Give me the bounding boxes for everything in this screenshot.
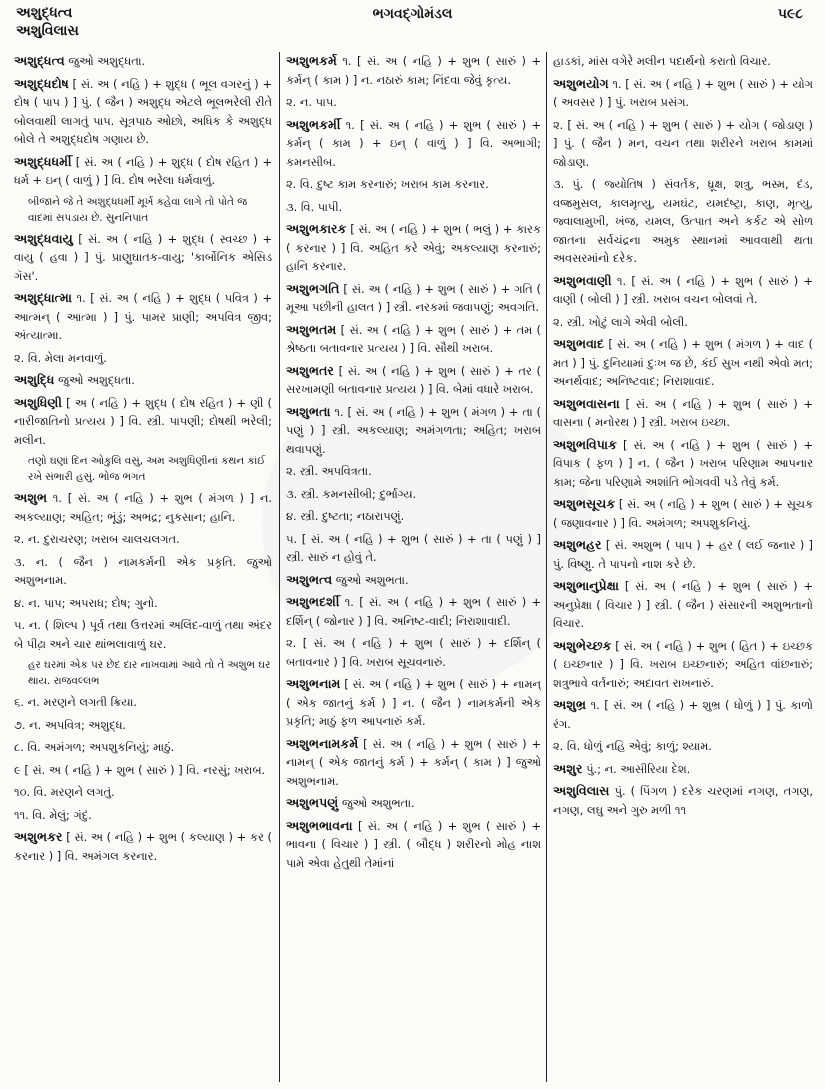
definition-text: [ સં. અ ( નહિ ) + શુદ્ધ ( સ્વચ્છ ) + વાયુ ( હવા ) ] પું. પ્રાણુઘાતક-વાયુ; 'કાર્બોનિક એસિડ ગૅસ'. [14,231,272,283]
definition-text: જુઓ અશુભતા. [332,572,409,587]
headword: અશુદ્ધવાયુ [14,230,73,246]
dictionary-entry [553,335,813,391]
sense-line [286,485,541,504]
definition-text: ૧. [ સં. અ ( નહિ ) + શુભ ( સારું ) + વાણી ( બોલી ) ] સ્ત્રી. ખરાબ વચન બોલવાં તે. [553,273,813,306]
definition-text: ૨. વિ. ધોળું નહિ એવું; કાળું; શ્યામ. [553,739,712,753]
definition-text: ૧. [ સં. અ ( નહિ ) + શુભ ( સારું ) + કર્મન્ ( કામ ) ] ન. નઠારું કામ; નિંદવા જેવું કૃત્ય. [286,54,541,87]
dictionary-entry [553,495,813,532]
definition-text: ૫. [ સં. અ ( નહિ ) + શુભ ( સારું ) + તા ( પણું ) ] સ્ત્રી. સારું ન હોવું તે. [286,531,541,564]
headword: અશુભ્ર [553,697,587,712]
definition-text: [ સં. અ ( નહિ ) + શુભ ( સારું ) + નામન્ ( એક જાતનું કર્મ ) + કર્મન્ ( કામ ) ] જુઓ અશુભનામ. [286,736,541,788]
definition-text: [ સં. અ ( નહિ ) + શુભ ( સારું ) + નામન્ ( એક જાતનું કર્મ ) ] ન. ( જૈન ) નામકર્મની એક પ્રકૃતિ; માઠું ફળ આપનારું કર્મ. [286,677,541,728]
headword: અશુભવિપાક [553,436,617,452]
headword: અશુભકર્મી [286,116,341,132]
definition-text: [ સં. અ ( નહિ ) + શુભ ( સારું ) + તર ( સરખામણી બતાવનાર પ્રત્યય ) ] વિ. બેમાં વધારે ખરાબ. [286,363,541,396]
definition-text: ૪. સ્ત્રી. દુષ્ટતા; નઠારાપણું. [286,509,405,523]
dictionary-entry [286,116,541,172]
dictionary-entry [286,362,541,399]
headword: અશુદ્ધદોષ [14,75,69,91]
sense-line [553,116,813,172]
definition-text: ૨. વિ. દુષ્ટ કામ કરનારું; ખરાબ કામ કરનાર. [286,177,489,191]
definition-text: ૧૧. વિ. મેલું; ગંદું. [14,807,92,822]
definition-text: ૧. [ સં. અ ( નહિ ) + શુભ ( સારું ) + કર્મન્ ( કામ ) + ઇન્ ( વાળું ) ] વિ. અભાગી; કમનસીબ. [286,117,541,169]
definition-text: ૩. ન. ( જૈન ) નામકર્મની એક પ્રકૃતિ. જુઓ અશુભનામ. [14,554,272,587]
definition-text: ૭. ન. અપવિત્ર; અશુદ્ધ. [14,717,127,732]
definition-text: [ અ ( નહિ ) + શુદ્ધ ( દોષ રહિત ) + ણી ( નારીજાતિનો પ્રત્યય ) ] વિ. સ્ત્રી. પાપણી; દોષથી ભરેલી; મલીન. [14,395,272,447]
sense-line [14,616,272,653]
definition-text: ૩. સ્ત્રી. કમનસીબી; દુર્ભાગ્ય. [286,486,417,501]
sense-line [14,783,272,802]
dictionary-entry [14,153,272,190]
definition-text: જુઓ અશુદ્ધતા. [54,373,135,387]
definition-text: ૨. ન. પાપ. [286,95,337,109]
headword: અશુભકર [14,829,63,844]
dictionary-entry [553,577,813,633]
dictionary-entry [286,675,541,731]
dictionary-entry [286,817,541,873]
headword: અશુભયોગ [553,75,609,91]
dictionary-entry [286,593,541,630]
definition-text: ૨. સ્ત્રી. અપવિત્રતા. [286,464,372,478]
dictionary-entry [286,280,541,317]
sense-line [14,806,272,825]
definition-text: ૧. [ સં. અ ( નહિ ) + શુભ ( સારું ) + યોગ ( અવસર ) ] પું. ખરાબ પ્રસંગ. [553,76,813,109]
sense-line [286,507,541,526]
dictionary-entry [553,436,813,492]
sense-line [553,175,813,268]
dictionary-entry [553,782,813,819]
headword: અશુભહર [553,537,602,552]
sense-line [14,738,272,757]
sense-line [286,634,541,671]
sense-line [286,175,541,194]
definition-text: [ સં. અ ( નહિ ) + શુભ ( હિત ) + ઇચ્છક ( ઇચ્છનાર ) ] વિ. ખરાબ ઇચ્છનારું; અહિત વાંછનારું; શત્રુભાવે વર્તનારું; અદાવત રાખનારું. [553,638,813,690]
definition-text: ૬. ન. મરણને લગતી ક્રિયા. [14,695,138,709]
page-header [0,0,825,52]
dictionary-entry [286,321,541,358]
dictionary-entry [553,696,813,733]
sense-line [553,737,813,756]
headword: અશુભતર [286,362,334,378]
dictionary-entry [14,828,272,865]
headword: અશુભ [14,490,48,505]
headword: અશુભવાસના [553,395,620,411]
sense-line [286,198,541,217]
definition-text: [ સં. અ ( નહિ ) + શુભ ( સારું ) + વાસના ( મનોરથ ) ] સ્ત્રી. ખરાબ ઇચ્છા. [553,396,813,429]
headword: અશુર [553,760,583,776]
headword: અશુભકારક [286,221,347,236]
dictionary-entry [553,760,813,779]
definition-text: ૨. ન. દુરાચરણ; ખરાબ ચાલચલગત. [14,532,180,546]
citation-quote: તણો ઘણાં દિન ઓકુલિ વસું, અમ અશુધિણીનાં કથન કાંઈ રખે સંભારી હસું. ભોજ ભગત [28,455,266,483]
headword: અશુભાનુપ્રેક્ષા [553,578,619,593]
book-title: ભગવદ્ગોમંડલ [372,6,453,22]
headword: અશુભદર્શી [286,594,340,609]
headword: અશુભનામ [286,676,341,691]
definition-text: [ સં. અ ( નહિ ) + શુભ ( સારું ) + તમ ( શ્રેષ્ઠતા બતાવનાર પ્રત્યય ) ] વિ. સૌથી ખરાબ. [286,322,541,355]
definition-text: [ સં. અ ( નહિ ) + શુદ્ધ ( દોષ રહિત ) + ધર્મ + ઇન્ ( વાળું ) ] વિ. દોષ ભરેલા ધર્મવાળું. [14,154,272,187]
headword: અશુધિણી [14,394,62,410]
dictionary-entry [286,571,541,590]
dictionary-entry [286,220,541,276]
column-1 [14,52,272,1082]
definition-text: ૨. [ સં. અ ( નહિ ) + શુભ ( સારું ) + દર્શિન્ ( બતાવનાર ) ] વિ. ખરાબ સૂચવનારું. [286,636,541,669]
citation-quote: હર ઘરમાં એક પર છેદ દાર નાખવામાં આવે તો તે અશુભ ઘર થાય. રાજવલ્લભ [28,659,271,687]
sense-line [14,349,272,368]
headword: અશુભભાવના [286,817,353,833]
dictionary-entry [286,735,541,791]
dictionary-entry [286,403,541,459]
headword: અશુભવાદ [553,336,605,351]
definition-text: જુઓ અશુદ્ધતા. [64,54,146,68]
definition-text: ૫. ન. ( શિલ્પ ) પૂર્વ તથા ઉત્તરમાં અલિંદ-વાળું તથા અંદર બે પીઢ઼ા અને ચાર થાંભલાવાળું ઘર. [14,618,272,651]
dictionary-entry [553,395,813,432]
column-divider [279,52,280,1082]
dictionary-entry [286,52,541,89]
headword: અશુભસૂચક [553,496,616,511]
definition-text: [ સં. અ ( નહિ ) + શુભ ( સારું ) + ગતિ ( મૂઆ પછીની હાલત ) ] સ્ત્રી. નરકમાં જવાપણું; અવગતિ. [286,281,541,314]
definition-text: ૨. [ સં. અ ( નહિ ) + શુભ ( સારું ) + યોગ ( જોડાણ ) ] પું. ( જૈન ) મન, વચન તથા શરીરને ખરાબ કામમાં જોડાણ. [553,117,813,169]
sense-line [553,313,813,332]
sense-line [286,530,541,567]
definition-text: [ સં. અ ( નહિ ) + શુભ ( સારું ) + સૂચક ( જણાવનાર ) ] વિ. અમંગળ; અપશુકનિયું. [553,497,813,530]
dictionary-entry [14,394,272,450]
definition-text: [ સં. અ ( નહિ ) + શુભ ( ભલું ) + કારક ( કરનાર ) ] વિ. અહિત કરે એવું; અકલ્યાણ કરનારું; હાનિ કરનાર. [286,222,541,273]
dictionary-entry [14,230,272,286]
dictionary-entry [553,637,813,693]
headword: અશુભત્વ [286,571,333,587]
headword: અશુભગતિ [286,280,340,296]
dictionary-entry [14,489,272,526]
sense-line [14,530,272,549]
definition-text: જુઓ અશુભતા. [338,796,415,810]
column-3 [553,52,813,1082]
headword: અશુભવાણી [553,272,612,288]
definition-text: [ સં. અશુભ ( પાપ ) + હર ( લઈ જનાર ) ] પું. વિષ્ણુ. તે પાપનો નાશ કરે છે. [553,538,813,571]
headword: અશુભનામકર્મ [286,735,359,751]
definition-text: ૩. પું. ( જ્યોતિષ ) સંવર્તક, ધ્રૂક્ષ, શત્રુ, ભસ્મ, દંડ, વજ્રમુસલ, કાલમૃત્યુ, યમઘંટ, યમદંષ્ટ્રા, કાણ, મૃત્યુ, જ્વાલામુખી, ખંજ, યમલ, ઉત્પાત અને કર્કટ એ સોળ જાતના સર્વચંદ્રના અમુક સ્થાનમાં આવવાથી થતા અવસરમાંનો દરેક. [553,177,813,265]
headword: અશુભતા [286,403,331,419]
sense-line [14,693,272,712]
headword: અશુભતમ [286,321,337,337]
headword: અશુદ્ધધર્મી [14,153,72,169]
headword: અશુભેચ્છક [553,637,612,653]
sense-line [14,761,272,780]
sense-line [553,52,813,71]
definition-text: ૧. [ સં. અ ( નહિ ) + શુભ ( સારું ) + દર્શિન્ ( જોનાર ) ] વિ. અનિષ્ટ-વાદી; નિરાશાવાદી. [286,595,541,628]
definition-text: ૧. [ સં. અ ( નહિ ) + શુભ્ર ( ધોળું ) ] પું. કાળો રંગ. [553,698,813,731]
definition-text: ૨. સ્ત્રી. ખોટું લાગે એવી બોલી. [553,314,688,329]
column-divider [546,52,547,1082]
dictionary-entry [14,289,272,345]
definition-text: ૯ [ સં. અ ( નહિ ) + શુભ ( સારું ) ] વિ. નરસું; ખરાબ. [14,762,266,777]
guide-word-last: અશુવિલાસ [16,23,79,39]
guide-word-first: અશુદ્ધત્વ [16,5,73,21]
definition-text: [ સં. અ ( નહિ ) + શુભ ( સારું ) + ભાવના ( વિચાર ) ] સ્ત્રી. ( બૌદ્ધ ) શરીરનો મોહ નાશ પામે એવા હેતુથી તેમાંનાં [286,818,541,870]
definition-text: ૩. વિ. પાપી. [286,199,343,214]
headword: અશુદ્ધત્વ [14,53,65,68]
headword: અશુદ્ધાત્મા [14,290,72,305]
definition-text: ૧. [ સં. અ ( નહિ ) + શુભ ( મંગળ ) + તા ( પણું ) ] સ્ત્રી. અકલ્યાણ; અમંગળતા; અહિત; ખરાબ થવાપણું. [286,404,541,456]
sense-line [286,462,541,481]
definition-text: ૧. [ સં. અ ( નહિ ) + શુભ ( મંગળ ) ] ન. અકલ્યાણ; અહિત; ભૂંડું; અભદ્ર; નુકસાન; હાનિ. [14,491,272,524]
sense-line [14,716,272,735]
dictionary-entry [553,75,813,112]
definition-text: [ સં. અ ( નહિ ) + શુદ્ધ ( ભૂલ વગરનું ) + દોષ ( પાપ ) ] પું. ( જૈન ) અશુદ્ધ એટલે ભૂલભરેલી રીતે બોલવાથી લાગતું પાપ. સૂત્રપાઠ ઓછો, અધિક કે અશુદ્ધ બોલે તે અશુદ્ધદોષ ગણાય છે. [14,76,272,146]
dictionary-entry [14,52,272,71]
headword: અશુદ્ધિ [14,372,55,387]
sense-line [286,93,541,112]
dictionary-entry [14,75,272,149]
definition-text: પું. ( પિંગળ ) દરેક ચરણમાં નગણ, તગણ, નગણ, લઘુ અને ગુરુ મળી ૧૧ [553,784,813,817]
definition-text: ૧૦. વિ. મરણને લગતું. [14,785,115,799]
dictionary-entry [553,536,813,573]
page-number: પ૯૮ [777,6,803,22]
definition-text: [ સં. અ ( નહિ ) + શુભ ( મંગળ ) + વાદ ( મત ) ] પું. દુનિયામાં દુઃખ જ છે, કંઈ સુખ નથી એવો મત; અનર્થવાદ; અનિષ્ટવાદ; નિરાશાવાદ. [553,337,813,388]
sense-line [14,553,272,590]
definition-text: [ સં. અ ( નહિ ) + શુભ ( કલ્યાણ ) + કર ( કરનાર ) ] વિ. અમંગલ કરનાર. [14,830,272,863]
definition-text: [ સં. અ ( નહિ ) + શુભ ( સારું ) + અનુપ્રેક્ષા ( વિચાર ) ] સ્ત્રી. ( જૈન ) સંસારની અશુભતાનો વિચાર. [553,579,813,630]
definition-text: ૪. ન. પાપ; અપરાધ; દોષ; ગુનો. [14,595,158,610]
definition-text: ૨. વિ. મેલા મનવાળું. [14,350,107,365]
column-2 [286,52,541,1082]
definition-text: [ સં. અ ( નહિ ) + શુભ ( સારું ) + વિપાક ( ફળ ) ] ન. ( જૈન ) ખરાબ પરિણામ આપનાર કામ; જેના પરિણામે અશાંતિ ભોગવવી પડે તેવું કર્મ. [553,437,813,489]
definition-text: પું.; ન. આસીરિયા દેશ. [582,761,691,776]
definition-text: હાડકાં, માંસ વગેરે મલીન પદાર્થનો કરાતો વિચાર. [553,54,771,68]
sense-line [14,594,272,613]
dictionary-entry [286,794,541,813]
dictionary-entry [553,272,813,309]
dictionary-entry [14,371,272,390]
headword: અશુભકર્મ [286,53,337,68]
definition-text: ૧. [ સં. અ ( નહિ ) + શુદ્ધ ( પવિત્ર ) + આત્મન્ ( આત્મા ) ] પું. પામર પ્રાણી; અપવિત્ર જીવ; અંત્યાત્મા. [14,291,272,342]
citation-quote: બીજાને જે તે અશુદ્ધધર્મી મૂર્ખ કહેવા લાગે તો પોતે જ વાદમાં સપડાય છે. સુનનિપાત [28,195,248,224]
definition-text: ૮. વિ. અમંગળ; અપશુકનિયું; માઠું. [14,740,175,754]
headword: અશુવિલાસ [553,783,610,798]
headword: અશુભપણું [286,795,339,810]
